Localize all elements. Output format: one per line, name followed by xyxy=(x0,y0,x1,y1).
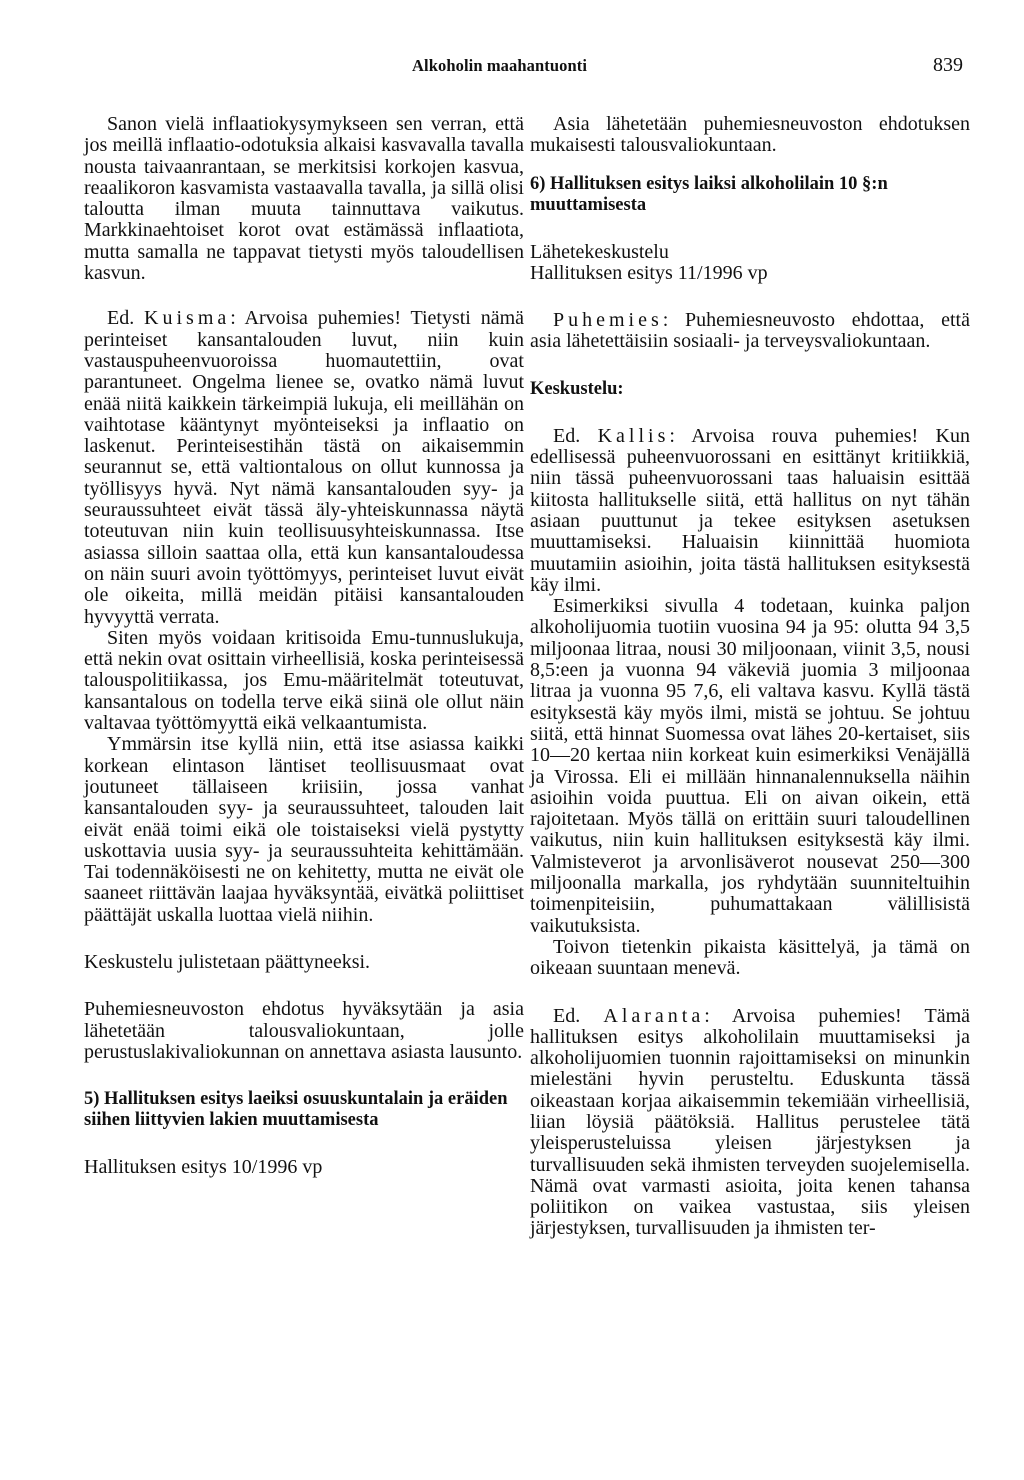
speech-text-kuisma: : Arvoisa puhemies! Tietysti nämä perinteiset kansantalouden luvut, niin kuin vastauspuheenvuoroissa huomautettiin, ovat parantuneet. Ongelma lienee se, ovatko nämä luvut enää niitä kaikkein tärkeimpiä lukuja, eli meillähän on vaihtotase kääntynyt myönteiseksi ja inflaatio on laskenut. Perinteisestihän tästä on aikaisemmin seurannut se, että valtiontalous on ollut kunnossa ja työllisyys hyvä. Nyt nämä kansantalouden syy- ja seuraussuhteet eivät tässä äly-yhteiskunnassa näytä toteutuvan niin kuin teollisuusyhteiskunnassa. Itse asiassa silloin saattaa olla, että kun kansantaloudessa on näin suuri avoin työttömyys, perinteiset luvut eivät ole oikeita, millä meidän pitäisi kansantalouden hyvyyttä verrata. xyxy=(84,307,524,628)
debate-heading: Keskustelu: xyxy=(530,378,624,399)
government-proposal-ref-5: Hallituksen esitys 10/1996 vp xyxy=(84,1156,323,1179)
speaker-prefix: Ed. xyxy=(107,307,145,330)
left-column xyxy=(84,114,524,1178)
agenda-item-6-heading: 6) Hallituksen esitys laiksi alkoholilain 10 §:n muuttamisesta xyxy=(530,173,888,215)
speaker-proposal xyxy=(530,310,970,353)
speaker-prefix: Ed. xyxy=(553,424,598,447)
speech-text-kallis: : Arvoisa rouva puhemies! Kun edellisessä puheenvuorossani en esittänyt kritiikkiä, niin tässä puheenvuorossani taas haluaisin esittää kiitosta hallitukselle siitä, että hallitus on nyt tähän asiaan puuttunut ja tekee esityksen asetuksen muuttamiseksi. Haluaisin kiinnittää huomiota muutamiin asioihin, joita tästä hallituksen esityksestä käy ilmi. xyxy=(530,424,970,596)
speaker-name-kuisma: Kuisma xyxy=(144,307,231,330)
paragraph-wish: Toivon tietenkin pikaista käsittelyä, ja tämä on oikeaan suuntaan menevä. xyxy=(530,935,970,980)
page-number: 839 xyxy=(933,54,963,76)
agenda-item-5-heading: 5) Hallituksen esitys laeiksi osuuskuntalain ja eräiden siihen liittyvien lakien muuttamisesta xyxy=(84,1089,508,1131)
speaker-name-kallis: Kallis xyxy=(597,424,670,447)
first-reading-label: Lähetekeskustelu xyxy=(530,240,669,263)
speaker-prefix: Ed. xyxy=(553,1004,604,1027)
speech-alaranta xyxy=(530,1006,970,1240)
running-title: Alkoholin maahantuonti xyxy=(412,56,588,75)
speaker-name-alaranta: Alaranta xyxy=(603,1004,705,1027)
paragraph-inflation: Sanon vielä inflaatiokysymykseen sen verran, että jos meillä inflaatio-odotuksia alkaisi kasvavalla tavalla nousta taivaanrantaan, se merkitsisi korkojen kasvua, reaalikoron kasvamista vastaavalla tavalla, ja sillä olisi taloutta ilman muuta tainnuttava vaikutus. Markkinaehtoiset korot ovat estämässä inflaatiota, mutta samalla ne tappavat tietysti myös taloudellisen kasvun. xyxy=(84,113,524,285)
running-header xyxy=(0,50,1024,80)
proposal-accepted-note: Puhemiesneuvoston ehdotus hyväksytään ja asia lähetetään talousvaliokuntaan, jolle perustuslakivaliokunnan on annettava asiasta lausunto. xyxy=(84,998,524,1063)
speech-text-alaranta: : Arvoisa puhemies! Tämä hallituksen esitys alkoholilain muuttamiseksi ja alkoholijuomien tuonnin rajoittamiseksi on minunkin mielestäni hyvin perusteltu. Eduskunta tässä oikeastaan korjaa aikaisemmin tekemiään virheellisiä, liian löysiä päätöksiä. Hallitus perustelee tätä yleisperusteluissa yleisen järjestyksen ja turvallisuuden sekä ihmisten terveyden suojelemisella. Nämä ovat varmasti asioita, joita kenen tahansa poliitikon on vaikea vastustaa, siis yleisen järjestyksen, turvallisuuden ja ihmisten ter- xyxy=(530,1004,971,1240)
paragraph-crisis: Ymmärsin itse kyllä niin, että itse asiassa kaikki korkean elintason läntiset teollisuusmaat ovat joutuneet tällaiseen kriisiin, jossa vanhat kansantalouden syy- ja seuraussuhteet, talouden lait eivät enää toimi eikä ole toistaiseksi vielä pystytty uskottavia uusia syy- ja seuraussuhteita kehittämään. Tai todennäköisesti ne on kehitetty, mutta ne eivät ole saaneet riittävän laajaa hyväksyntää, eivätkä poliittiset päättäjät uskalla luottaa vielä niihin. xyxy=(84,733,524,926)
paragraph-emu: Siten myös voidaan kritisoida Emu-tunnuslukuja, että nekin ovat osittain virheellisiä, koska perinteisessä talouspolitiikassa, jos Emu-määritelmät toteutuvat, kansantalous on todella terve eikä siinä ole ollut näin valtavaa työttömyyttä eikä velkaantumista. xyxy=(84,626,524,735)
government-proposal-ref-6: Hallituksen esitys 11/1996 vp xyxy=(530,261,768,284)
referral-note: Asia lähetetään puhemiesneuvoston ehdotuksen mukaisesti talousvaliokuntaan. xyxy=(530,113,970,157)
speaker-name-puhemies: Puhemies xyxy=(553,309,663,332)
debate-closed-note: Keskustelu julistetaan päättyneeksi. xyxy=(84,950,371,973)
speech-text-puhemies: : Puhemiesneuvosto ehdottaa, että asia lähetettäisiin sosiaali- ja terveysvaliokuntaan. xyxy=(530,309,970,353)
speech-kuisma xyxy=(84,308,524,627)
speech-kallis xyxy=(530,426,970,596)
right-column xyxy=(530,114,970,1240)
paragraph-import-figures: Esimerkiksi sivulla 4 todetaan, kuinka paljon alkoholijuomia tuotiin vuosina 94 ja 95: olutta 94 3,5 miljoonaa litraa, nousi 30 miljoonaan, viinit 3,5, nousi 8,5:een ja vuonna 94 väkeviä juomia 3 miljoonaa litraa ja vuonna 95 7,6, eli valtava kasvu. Kyllä tästä esityksestä käy myös ilmi, mistä se johtuu. Se johtuu siitä, että hinnat Suomessa ovat lähes 20-kertaiset, siis 10—20 kertaa niin korkeat kuin esimerkiksi Venäjällä ja Virossa. Eli ei millään hinnanalennuksella näihin asioihin voida puuttua. Eli on aivan oikein, että rajoitetaan. Myös tällä on erittäin suuri taloudellinen vaikutus, niin kuin hallituksen esityksestä käy ilmi. Valmisteverot ja arvonlisäverot nousevat 250—300 miljoonalla markalla, jos ryhdytään suunniteltuihin toimenpiteisiin, puhumattakaan välillisistä vaikutuksista. xyxy=(530,595,970,937)
